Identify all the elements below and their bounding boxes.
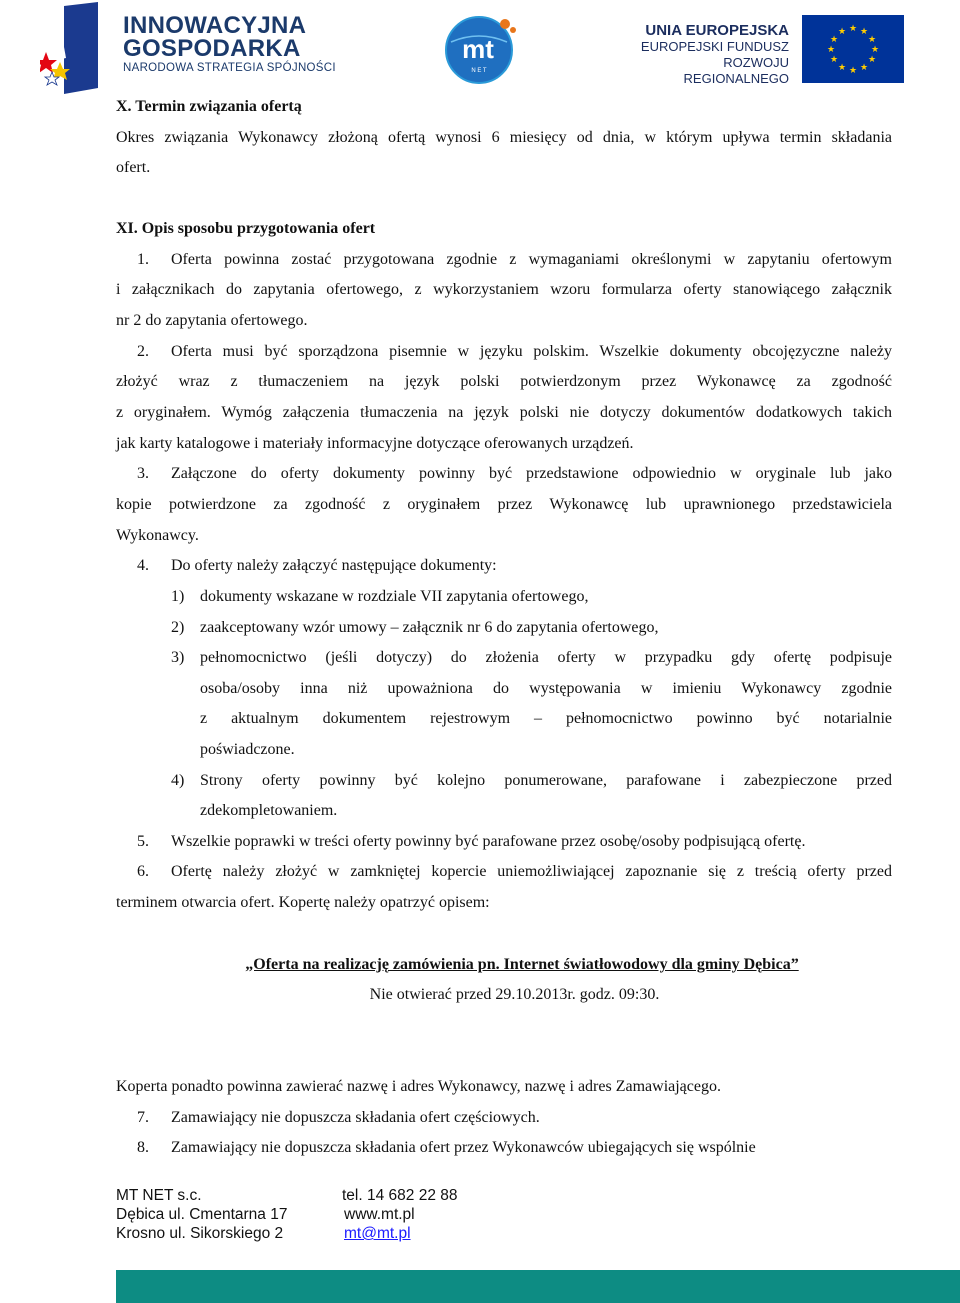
mt-net-logo-icon (443, 12, 519, 84)
p4-intro: Do oferty należy załączyć następujące dokumenty: (171, 557, 497, 574)
footer-website[interactable]: www.mt.pl (344, 1206, 415, 1223)
envelope-title: „Oferta na realizację zamówienia pn. Internet światłowodowy dla gminy Dębica” (245, 956, 799, 973)
svg-text:★: ★ (870, 45, 880, 55)
p6-line-2: terminem otwarcia ofert. Kopertę należy opatrzyć opisem: (116, 894, 490, 911)
p4-item-3-line-4: poświadczone. (200, 741, 295, 758)
svg-text:★: ★ (859, 27, 869, 37)
p4-number: 4. (137, 557, 149, 574)
program-logo-line2: GOSPODARKA (123, 35, 301, 62)
innowacyjna-gospodarka-logo-icon (40, 2, 102, 94)
footer-company: MT NET s.c. (116, 1187, 202, 1204)
p7-number: 7. (137, 1109, 149, 1126)
program-logo-line3: NARODOWA STRATEGIA SPÓJNOŚCI (123, 62, 336, 74)
eu-fund-text (617, 22, 789, 87)
page-header (0, 0, 960, 92)
eu-flag-icon (802, 15, 904, 83)
svg-text:★: ★ (859, 63, 869, 73)
p2-line-2: złożyć wraz z tłumaczeniem na język polski potwierdzonym przez Wykonawcę za zgodność (116, 373, 892, 390)
svg-text:★: ★ (848, 24, 858, 34)
svg-text:★: ★ (867, 35, 877, 45)
p8-line-1: Zamawiający nie dopuszcza składania ofert przez Wykonawców ubiegających się wspólnie (171, 1139, 756, 1156)
envelope-contents: Koperta ponadto powinna zawierać nazwę i adres Wykonawcy, nazwę i adres Zamawiającego. (116, 1078, 721, 1095)
p4-item-1-number: 1) (171, 588, 185, 605)
p2-line-4: jak karty katalogowe i materiały informacyjne dotyczące oferowanych urządzeń. (116, 435, 634, 452)
p4-item-3-line-1: pełnomocnictwo (jeśli dotyczy) do złożenia oferty w przypadku gdy ofertę podpisuje (200, 649, 892, 666)
eu-line1: UNIA EUROPEJSKA (645, 22, 789, 39)
p6-line-1: Ofertę należy złożyć w zamkniętej kopercie uniemożliwiającej zapoznanie się z treścią oferty przed (171, 863, 892, 880)
p4-item-1-line-1: dokumenty wskazane w rozdziale VII zapytania ofertowego, (200, 588, 589, 605)
section-x-heading: X. Termin związania ofertą (116, 98, 302, 115)
p4-item-3-line-3: z aktualnym dokumentem rejestrowym – pełnomocnictwo powinno być notarialnie (200, 710, 892, 727)
eu-line3: ROZWOJU REGIONALNEGO (683, 55, 789, 86)
p3-line-3: Wykonawcy. (116, 527, 199, 544)
footer-address-2: Krosno ul. Sikorskiego 2 (116, 1225, 284, 1242)
svg-text:★: ★ (826, 45, 836, 55)
footer-color-bar (116, 1270, 960, 1303)
section-x-line-1: Okres związania Wykonawcy złożoną ofertą wynosi 6 miesięcy od dnia, w którym upływa termin składania (116, 129, 892, 146)
footer-phone: tel. 14 682 22 88 (342, 1187, 458, 1204)
p2-number: 2. (137, 343, 149, 360)
svg-text:★: ★ (848, 66, 858, 76)
p7-line-1: Zamawiający nie dopuszcza składania ofert częściowych. (171, 1109, 540, 1126)
p2-line-3: z oryginałem. Wymóg załączenia tłumaczenia na język polski nie dotyczy dokumentów dodatkowych takich (116, 404, 892, 421)
program-logo-text (123, 14, 336, 76)
p2-line-1: Oferta musi być sporządzona pisemnie w języku polskim. Wszelkie dokumenty obcojęzyczne należy (171, 343, 892, 360)
mt-logo-sub: N E T (471, 68, 487, 74)
p4-item-4-number: 4) (171, 772, 185, 789)
p5-line-1: Wszelkie poprawki w treści oferty powinny być parafowane przez osobę/osoby podpisującą ofertę. (171, 833, 806, 850)
svg-text:★: ★ (837, 27, 847, 37)
mt-logo-letters: mt (462, 34, 494, 64)
svg-text:★: ★ (837, 63, 847, 73)
envelope-note: Nie otwierać przed 29.10.2013r. godz. 09:30. (369, 986, 660, 1003)
p1-line-1: Oferta powinna zostać przygotowana zgodnie z wymaganiami określonymi w zapytaniu ofertowym (171, 251, 892, 268)
p4-item-4-line-2: zdekompletowaniem. (200, 802, 338, 819)
p4-item-3-line-2: osoba/osoby inna niż upoważniona do występowania w imieniu Wykonawcy zgodnie (200, 680, 892, 697)
p5-number: 5. (137, 833, 149, 850)
p3-line-1: Załączone do oferty dokumenty powinny być przedstawione odpowiednio w oryginale lub jako (171, 465, 892, 482)
p4-item-3-number: 3) (171, 649, 185, 666)
footer-address-1: Dębica ul. Cmentarna 17 (116, 1206, 288, 1223)
p1-number: 1. (137, 251, 149, 268)
p1-line-3: nr 2 do zapytania ofertowego. (116, 312, 308, 329)
p6-number: 6. (137, 863, 149, 880)
p4-item-2-line-1: zaakceptowany wzór umowy – załącznik nr 6 do zapytania ofertowego, (200, 619, 659, 636)
p3-number: 3. (137, 465, 149, 482)
svg-text:★: ★ (829, 35, 839, 45)
section-xi-heading: XI. Opis sposobu przygotowania ofert (116, 220, 376, 237)
p4-item-2-number: 2) (171, 619, 185, 636)
footer-email-link[interactable]: mt@mt.pl (344, 1225, 411, 1242)
svg-text:★: ★ (867, 55, 877, 65)
p4-item-4-line-1: Strony oferty powinny być kolejno ponumerowane, parafowane i zabezpieczone przed (200, 772, 892, 789)
p1-line-2: i załącznikach do zapytania ofertowego, z wykorzystaniem wzoru formularza oferty stanowiącego załącznik (116, 281, 892, 298)
eu-line2: EUROPEJSKI FUNDUSZ (640, 39, 789, 54)
svg-text:★: ★ (829, 55, 839, 65)
p3-line-2: kopie potwierdzone za zgodność z oryginałem przez Wykonawcę lub uprawnionego przedstawiciela (116, 496, 892, 513)
program-logo-line1: INNOWACYJNA (123, 12, 307, 39)
section-x-line-2: ofert. (116, 159, 151, 176)
p8-number: 8. (137, 1139, 149, 1156)
